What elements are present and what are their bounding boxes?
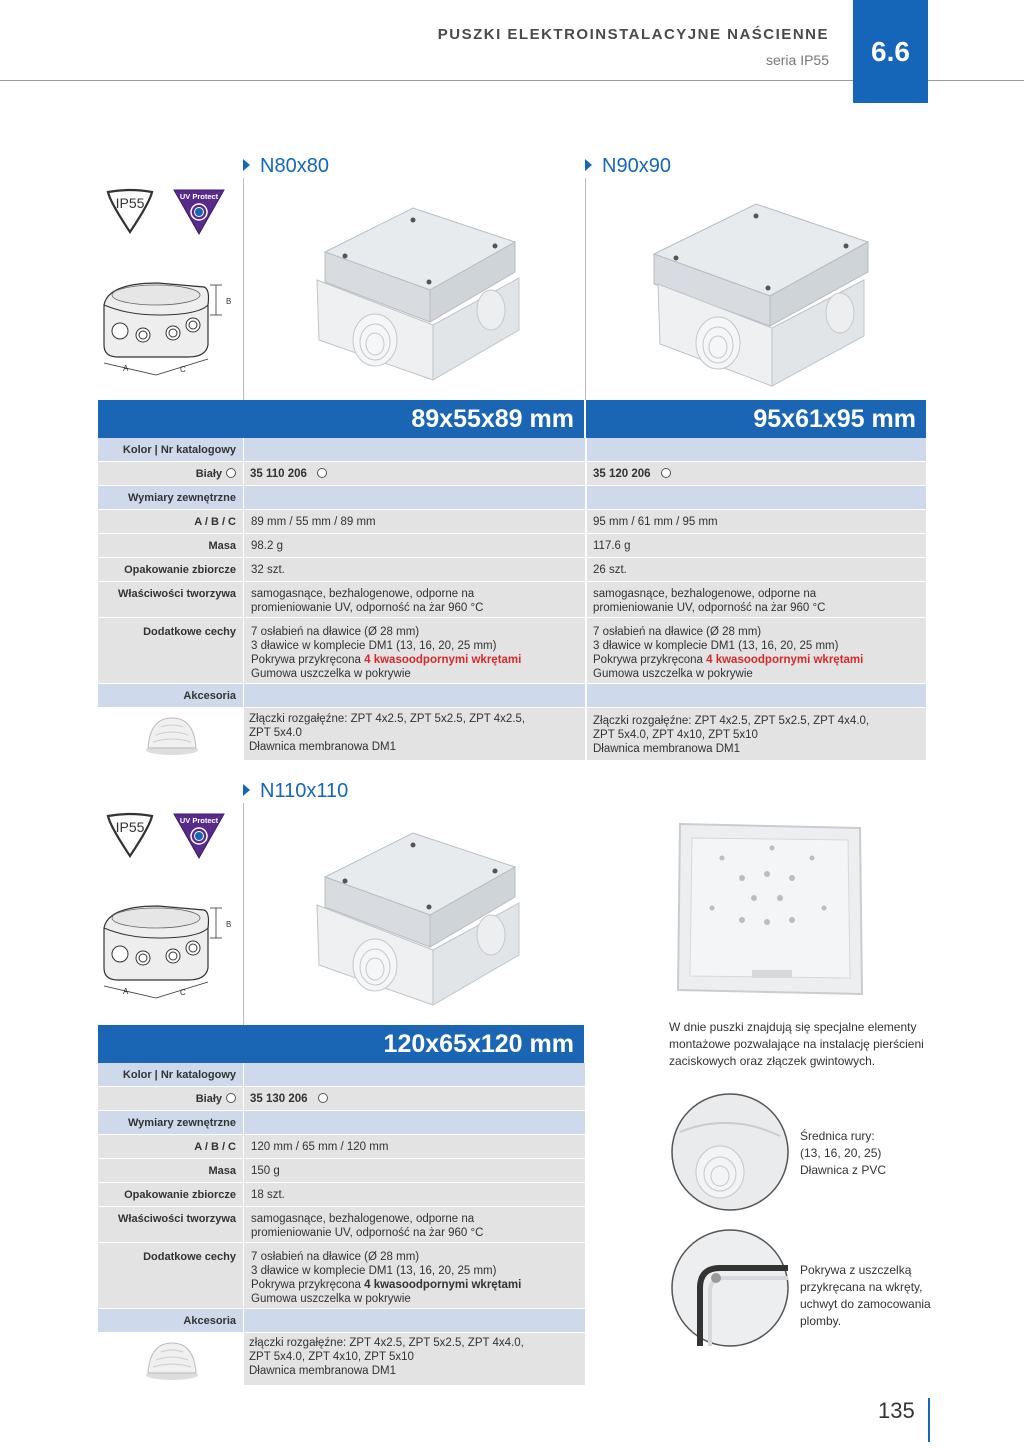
pack-n90x90: 26 szt. — [593, 564, 627, 576]
accessories-n110x110: złączki rozgałęźne: ZPT 4x2.5, ZPT 5x2.5, ZPT 4x4.0, ZPT 5x4.0, ZPT 4x10, ZPT 5x10 Dławnica membranowa DM1 — [249, 1337, 524, 1377]
page-header-title: PUSZKI ELEKTROINSTALACYJNE NAŚCIENNE — [437, 26, 829, 43]
column-divider — [585, 178, 586, 400]
page-number: 135 — [878, 1398, 915, 1423]
accessories-n80x80: Złączki rozgałęźne: ZPT 4x2.5, ZPT 5x2.5, ZPT 4x2.5, ZPT 5x4.0 Dławnica membranowa DM1 — [249, 713, 526, 753]
cover-detail-photo — [670, 1228, 790, 1348]
svg-text:A: A — [123, 364, 129, 373]
catalog-number-n110x110: 35 130 206 — [250, 1092, 328, 1106]
product-photo-n90x90 — [640, 188, 880, 393]
abc-n90x90: 95 mm / 61 mm / 95 mm — [593, 516, 718, 528]
features-n110x110: 7 osłabień na dławice (Ø 28 mm) 3 dławice w komplecie DM1 (13, 16, 20, 25 mm) Pokrywa przykręcona 4 kwasoodpornymi wkrętami Gumowa uszczelka w pokrywie — [251, 1251, 522, 1305]
product-title-n110x110: N110x110 — [243, 780, 348, 803]
label-wymiary: Wymiary zewnętrzne — [127, 1117, 236, 1129]
cable-gland-photo — [142, 712, 202, 756]
material-n110x110: samogasnące, bezhalogenowe, odporne na promieniowanie UV, odporność na żar 960 °C — [251, 1213, 484, 1239]
arrow-right-icon — [243, 159, 250, 171]
label-masa: Masa — [208, 540, 236, 552]
uv-protect-badge-icon — [172, 812, 226, 860]
svg-text:UV Protect: UV Protect — [179, 816, 219, 825]
dims-n80x80: 89x55x89 mm — [243, 400, 584, 438]
white-color-swatch-icon — [226, 468, 236, 478]
material-n80x80: samogasnące, bezhalogenowe, odporne na promieniowanie UV, odporność na żar 960 °C — [251, 588, 484, 614]
label-abc: A / B / C — [194, 516, 236, 528]
cable-gland-photo — [142, 1337, 202, 1381]
label-kolor: Kolor | Nr katalogowy — [122, 1069, 236, 1081]
arrow-right-icon — [585, 159, 592, 171]
gland-detail-photo — [670, 1092, 790, 1212]
material-n90x90: samogasnące, bezhalogenowe, odporne na promieniowanie UV, odporność na żar 960 °C — [593, 588, 826, 614]
arrow-right-icon — [243, 784, 250, 796]
accessories-n90x90: Złączki rozgałęźne: ZPT 4x2.5, ZPT 5x2.5, ZPT 4x4.0, ZPT 5x4.0, ZPT 4x10, ZPT 5x10 Dławnica membranowa DM1 — [593, 715, 870, 755]
svg-text:B: B — [226, 920, 232, 929]
svg-text:C: C — [180, 988, 186, 997]
label-bialy: Biały — [98, 1093, 244, 1105]
svg-text:B: B — [226, 297, 232, 306]
dims-n90x90: 95x61x95 mm — [586, 400, 926, 438]
label-wlasciwosci: Właściwości tworzywa — [118, 1213, 236, 1225]
label-kolor: Kolor | Nr katalogowy — [122, 444, 236, 456]
interior-photo — [672, 818, 868, 1000]
abc-n80x80: 89 mm / 55 mm / 89 mm — [251, 516, 376, 528]
svg-text:UV Protect: UV Protect — [179, 192, 219, 201]
svg-text:IP55: IP55 — [115, 195, 145, 211]
ip55-badge-icon — [104, 188, 156, 234]
label-opakowanie: Opakowanie zbiorcze — [124, 564, 236, 576]
page-header-subtitle: seria IP55 — [765, 52, 829, 68]
gland-note: Średnica rury: (13, 16, 20, 25) Dławnica z PVC — [800, 1129, 887, 1177]
product-photo-n110x110 — [305, 815, 530, 1015]
label-akcesoria: Akcesoria — [183, 1315, 236, 1327]
white-color-swatch-icon — [318, 1093, 328, 1103]
label-dodatkowe: Dodatkowe cechy — [143, 626, 236, 638]
product-photo-n80x80 — [305, 190, 530, 390]
catalog-number-n90x90: 35 120 206 — [593, 467, 671, 481]
abc-n110x110: 120 mm / 65 mm / 120 mm — [251, 1141, 389, 1153]
label-wlasciwosci: Właściwości tworzywa — [118, 588, 236, 600]
table-header-bar — [98, 1025, 243, 1063]
label-dodatkowe: Dodatkowe cechy — [143, 1251, 236, 1263]
column-divider — [243, 803, 244, 1025]
label-bialy: Biały — [98, 468, 244, 480]
features-n90x90: 7 osłabień na dławice (Ø 28 mm) 3 dławice w komplecie DM1 (13, 16, 20, 25 mm) Pokrywa przykręcona 4 kwasoodpornymi wkrętami Gumowa uszczelka w pokrywie — [593, 626, 864, 680]
section-number-tab: 6.6 — [853, 0, 928, 103]
mass-n80x80: 98.2 g — [251, 540, 283, 552]
svg-text:IP55: IP55 — [115, 819, 145, 835]
pack-n110x110: 18 szt. — [251, 1189, 285, 1201]
ip55-badge-icon — [104, 812, 156, 858]
mass-n110x110: 150 g — [251, 1165, 280, 1177]
mass-n90x90: 117.6 g — [593, 540, 631, 552]
product-title-n90x90: N90x90 — [585, 155, 671, 178]
white-color-swatch-icon — [661, 468, 671, 478]
dimension-diagram — [98, 275, 236, 385]
label-abc: A / B / C — [194, 1141, 236, 1153]
dimension-diagram — [98, 898, 236, 1008]
cover-note: Pokrywa z uszczelką przykręcana na wkręty, uchwyt do zamocowania plomby. — [800, 1263, 931, 1328]
pack-n80x80: 32 szt. — [251, 564, 285, 576]
table-header-bar — [98, 400, 243, 438]
label-opakowanie: Opakowanie zbiorcze — [124, 1189, 236, 1201]
features-n80x80: 7 osłabień na dławice (Ø 28 mm) 3 dławice w komplecie DM1 (13, 16, 20, 25 mm) Pokrywa przykręcona 4 kwasoodpornymi wkrętami Gumowa uszczelka w pokrywie — [251, 626, 522, 680]
label-wymiary: Wymiary zewnętrzne — [127, 492, 236, 504]
column-divider — [243, 178, 244, 400]
catalog-number-n80x80: 35 110 206 — [250, 467, 327, 481]
dims-n110x110: 120x65x120 mm — [243, 1025, 584, 1063]
svg-text:A: A — [123, 987, 129, 996]
uv-protect-badge-icon — [172, 188, 226, 236]
svg-text:C: C — [180, 365, 186, 374]
product-title-n80x80: N80x80 — [243, 155, 329, 178]
page-number-rule — [928, 1398, 930, 1442]
interior-note: W dnie puszki znajdują się specjalne elementy montażowe pozwalające na instalację pierścieni zaciskowych oraz złączek gwintowych. — [669, 1020, 924, 1068]
white-color-swatch-icon — [226, 1093, 236, 1103]
label-masa: Masa — [208, 1165, 236, 1177]
white-color-swatch-icon — [317, 468, 327, 478]
label-akcesoria: Akcesoria — [183, 690, 236, 702]
